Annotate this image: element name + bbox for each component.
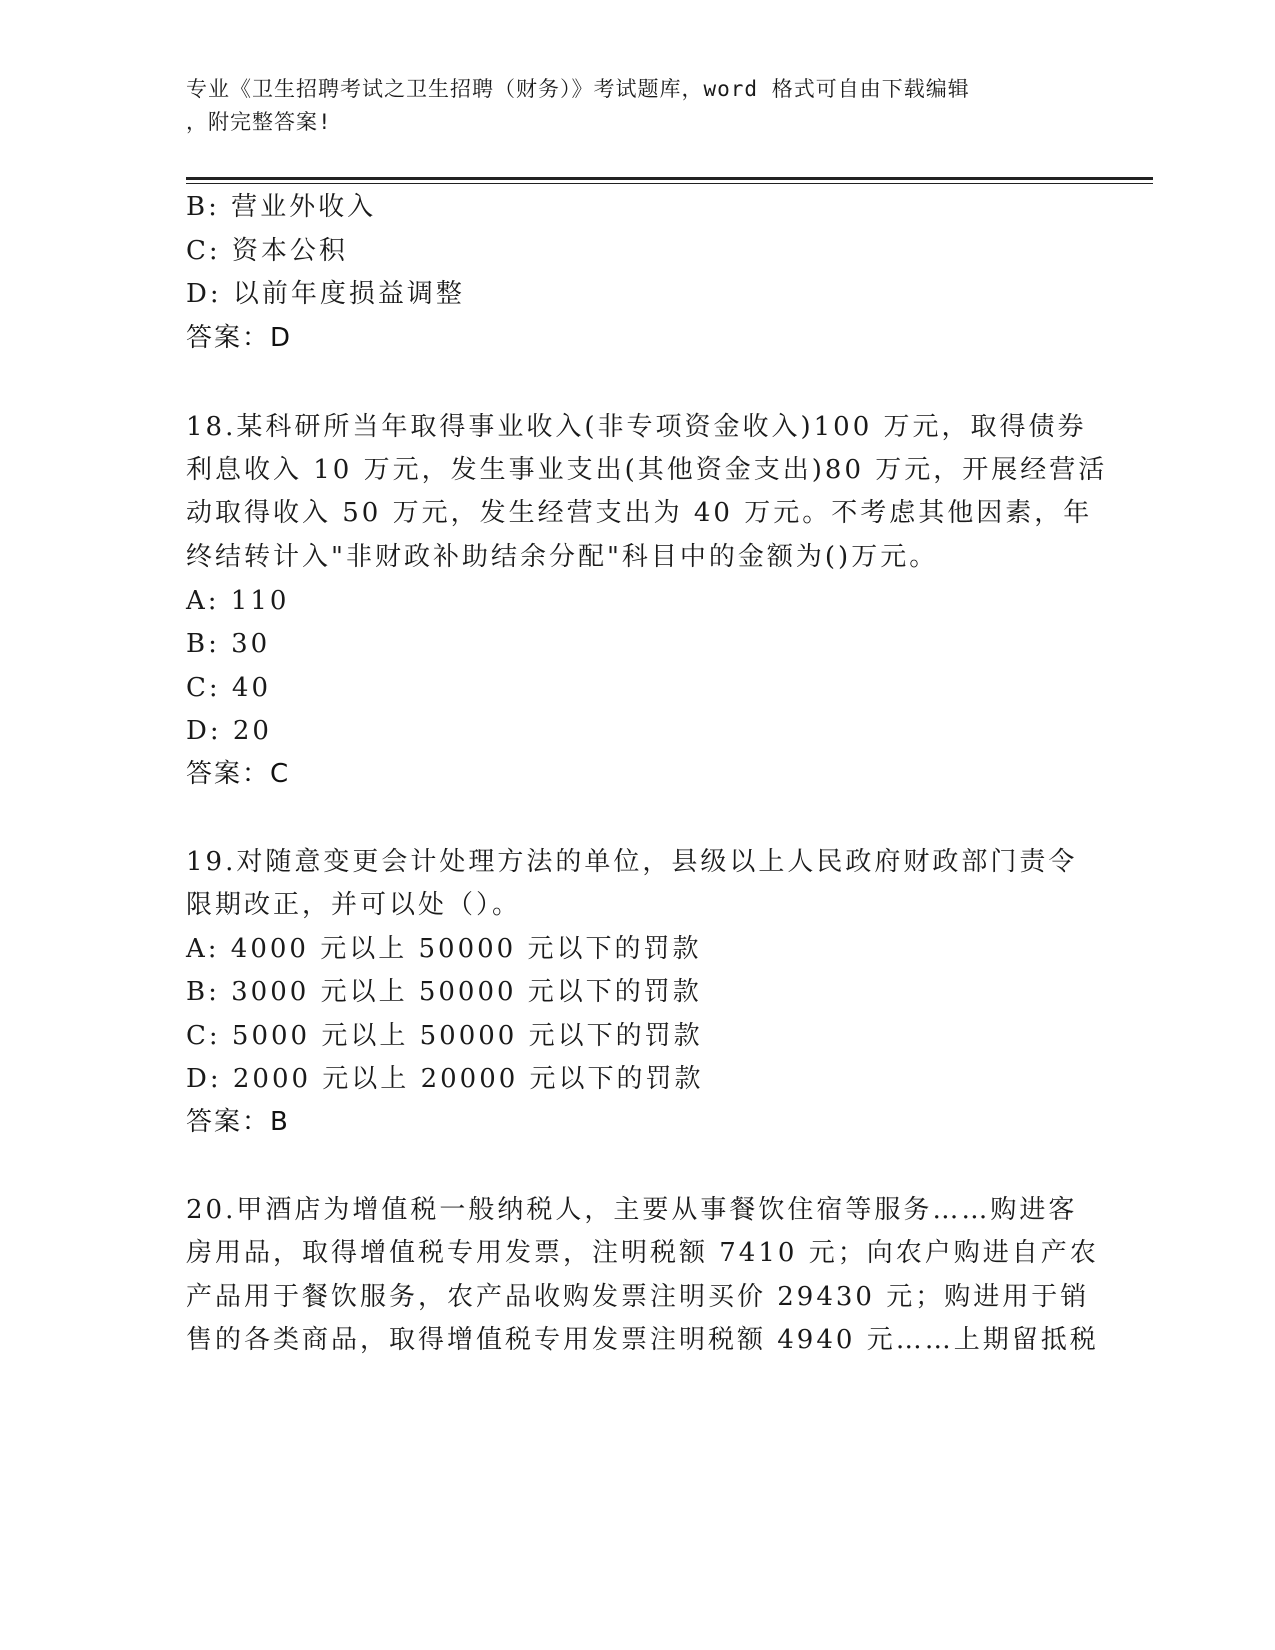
- header-title-line: 专业《卫生招聘考试之卫生招聘（财务）》考试题库，word 格式可自由下载编辑: [186, 77, 970, 101]
- answer: 答案：D: [186, 323, 293, 353]
- question-stem-line: 房用品，取得增值税专用发票，注明税额 7410 元；向农户购进自产农: [186, 1238, 1099, 1268]
- question-stem-line: 20.甲酒店为增值税一般纳税人，主要从事餐饮住宿等服务……购进客: [186, 1195, 1078, 1225]
- header-title-line: ，附完整答案!: [186, 110, 332, 134]
- option-a: A: 4000 元以上 50000 元以下的罚款: [186, 934, 702, 964]
- option-d: D: 以前年度损益调整: [186, 279, 465, 309]
- question-stem-line: 终结转计入"非财政补助结余分配"科目中的金额为()万元。: [186, 542, 939, 572]
- header-divider: [186, 177, 1153, 180]
- question-stem-line: 限期改正，并可以处（）。: [186, 890, 522, 920]
- question-stem-line: 产品用于餐饮服务，农产品收购发票注明买价 29430 元；购进用于销: [186, 1282, 1090, 1312]
- option-b: B: 30: [186, 629, 271, 659]
- option-c: C: 5000 元以上 50000 元以下的罚款: [186, 1021, 703, 1051]
- option-d: D: 20: [186, 716, 272, 746]
- question-stem-line: 售的各类商品，取得增值税专用发票注明税额 4940 元……上期留抵税: [186, 1325, 1099, 1355]
- option-c: C: 40: [186, 673, 272, 703]
- question-stem-line: 19.对随意变更会计处理方法的单位，县级以上人民政府财政部门责令: [186, 847, 1078, 877]
- document-header: [186, 73, 1086, 139]
- question-stem-line: 利息收入 10 万元，发生事业支出(其他资金支出)80 万元，开展经营活: [186, 455, 1108, 485]
- option-c: C: 资本公积: [186, 236, 348, 266]
- answer: 答案：C: [186, 759, 291, 789]
- option-d: D: 2000 元以上 20000 元以下的罚款: [186, 1064, 704, 1094]
- question-stem-line: 动取得收入 50 万元，发生经营支出为 40 万元。不考虑其他因素，年: [186, 498, 1093, 528]
- option-a: A: 110: [186, 586, 290, 616]
- question-stem-line: 18.某科研所当年取得事业收入(非专项资金收入)100 万元，取得债券: [186, 412, 1087, 442]
- header-divider: [186, 183, 1153, 184]
- option-b: B: 营业外收入: [186, 192, 377, 222]
- option-b: B: 3000 元以上 50000 元以下的罚款: [186, 977, 702, 1007]
- answer: 答案：B: [186, 1107, 290, 1137]
